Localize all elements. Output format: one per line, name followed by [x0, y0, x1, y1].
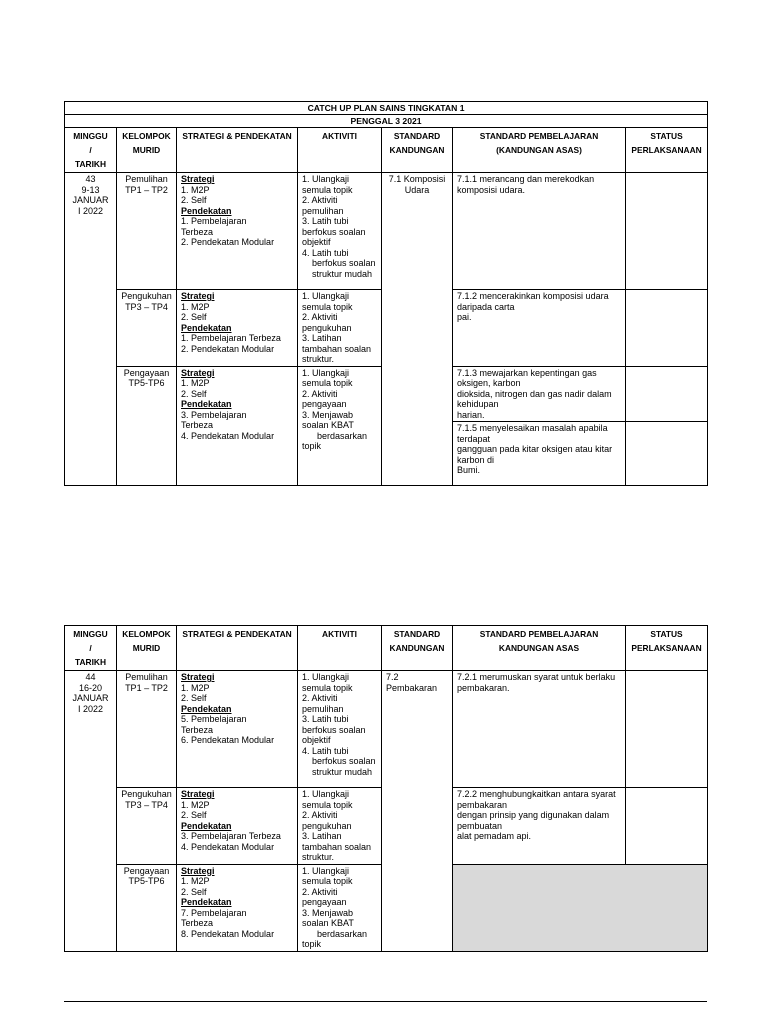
kelompok-cell: Pengukuhan TP3 – TP4: [117, 788, 177, 865]
footer-divider: [64, 1001, 707, 1002]
header-status: STATUS PERLAKSANAAN: [626, 626, 708, 671]
empty-shaded-cell: [453, 864, 708, 951]
header-strategi: STRATEGI & PENDEKATAN: [177, 128, 298, 173]
table-row: [65, 173, 708, 290]
header-aktiviti: AKTIVITI: [298, 128, 382, 173]
kelompok-cell: Pengayaan TP5-TP6: [117, 864, 177, 951]
header-minggu: MINGGU / TARIKH: [65, 626, 117, 671]
kelompok-cell: Pemulihan TP1 – TP2: [117, 173, 177, 290]
header-row: [65, 128, 708, 173]
header-status: STATUS PERLAKSANAAN: [626, 128, 708, 173]
status-cell[interactable]: [626, 173, 708, 290]
strategi-cell: Strategi 1. M2P 2. Self Pendekatan 7. Pembelajaran Terbeza 8. Pendekatan Modular: [177, 864, 298, 951]
status-cell[interactable]: [626, 788, 708, 865]
table-title: CATCH UP PLAN SAINS TINGKATAN 1: [65, 102, 708, 115]
header-standard-pembelajaran: STANDARD PEMBELAJARAN (KANDUNGAN ASAS): [453, 128, 626, 173]
aktiviti-cell: 1. Ulangkaji semula topik 2. Aktiviti pengayaan 3. Menjawab soalan KBAT berdasarkan topik: [298, 864, 382, 951]
minggu-cell: 43 9-13 JANUAR I 2022: [65, 173, 117, 486]
strategi-cell: Strategi 1. M2P 2. Self Pendekatan 1. Pembelajaran Terbeza 2. Pendekatan Modular: [177, 290, 298, 367]
pembelajaran-cell: 7.2.1 merumuskan syarat untuk berlaku pembakaran.: [453, 671, 626, 788]
strategi-cell: Strategi 1. M2P 2. Self Pendekatan 3. Pembelajaran Terbeza 4. Pendekatan Modular: [177, 788, 298, 865]
minggu-cell: 44 16-20 JANUAR I 2022: [65, 671, 117, 952]
pembelajaran-cell: 7.1.5 menyelesaikan masalah apabila terdapat gangguan pada kitar oksigen atau kitar karbon di Bumi.: [453, 422, 626, 486]
strategi-cell: Strategi 1. M2P 2. Self Pendekatan 3. Pembelajaran Terbeza 4. Pendekatan Modular: [177, 366, 298, 486]
pembelajaran-cell: 7.1.1 merancang dan merekodkan komposisi udara.: [453, 173, 626, 290]
catch-up-plan-table-week-44: [64, 625, 708, 952]
kelompok-cell: Pengukuhan TP3 – TP4: [117, 290, 177, 367]
aktiviti-cell: 1. Ulangkaji semula topik 2. Aktiviti pemulihan 3. Latih tubi berfokus soalan objektif 4. Latih tubi berfokus soalan struktur mudah: [298, 173, 382, 290]
aktiviti-cell: 1. Ulangkaji semula topik 2. Aktiviti pengukuhan 3. Latihan tambahan soalan struktur.: [298, 290, 382, 367]
strategi-cell: Strategi 1. M2P 2. Self Pendekatan 5. Pembelajaran Terbeza 6. Pendekatan Modular: [177, 671, 298, 788]
header-minggu: MINGGU / TARIKH: [65, 128, 117, 173]
status-cell[interactable]: [626, 422, 708, 486]
header-row: [65, 626, 708, 671]
header-aktiviti: AKTIVITI: [298, 626, 382, 671]
pembelajaran-cell: 7.1.3 mewajarkan kepentingan gas oksigen, karbon dioksida, nitrogen dan gas nadir dalam kehidupan harian.: [453, 366, 626, 422]
status-cell[interactable]: [626, 290, 708, 367]
header-strategi: STRATEGI & PENDEKATAN: [177, 626, 298, 671]
aktiviti-cell: 1. Ulangkaji semula topik 2. Aktiviti pengayaan 3. Menjawab soalan KBAT berdasarkan topik: [298, 366, 382, 486]
kelompok-cell: Pengayaan TP5-TP6: [117, 366, 177, 486]
status-cell[interactable]: [626, 366, 708, 422]
header-kelompok: KELOMPOK MURID: [117, 128, 177, 173]
standard-kandungan-cell: 7.2 Pembakaran: [382, 671, 453, 952]
aktiviti-cell: 1. Ulangkaji semula topik 2. Aktiviti pengukuhan 3. Latihan tambahan soalan struktur.: [298, 788, 382, 865]
header-standard-kandungan: STANDARD KANDUNGAN: [382, 128, 453, 173]
table-subtitle: PENGGAL 3 2021: [65, 115, 708, 128]
catch-up-plan-table-week-43: [64, 101, 708, 486]
standard-kandungan-cell: 7.1 Komposisi Udara: [382, 173, 453, 486]
status-cell[interactable]: [626, 671, 708, 788]
pembelajaran-cell: 7.2.2 menghubungkaitkan antara syarat pembakaran dengan prinsip yang digunakan dalam pembuatan alat pemadam api.: [453, 788, 626, 865]
table-row: [65, 671, 708, 788]
pembelajaran-cell: 7.1.2 mencerakinkan komposisi udara daripada carta pai.: [453, 290, 626, 367]
header-standard-kandungan: STANDARD KANDUNGAN: [382, 626, 453, 671]
strategi-cell: Strategi 1. M2P 2. Self Pendekatan 1. Pembelajaran Terbeza 2. Pendekatan Modular: [177, 173, 298, 290]
aktiviti-cell: 1. Ulangkaji semula topik 2. Aktiviti pemulihan 3. Latih tubi berfokus soalan objektif 4. Latih tubi berfokus soalan struktur mudah: [298, 671, 382, 788]
header-kelompok: KELOMPOK MURID: [117, 626, 177, 671]
kelompok-cell: Pemulihan TP1 – TP2: [117, 671, 177, 788]
header-standard-pembelajaran: STANDARD PEMBELAJARAN KANDUNGAN ASAS: [453, 626, 626, 671]
